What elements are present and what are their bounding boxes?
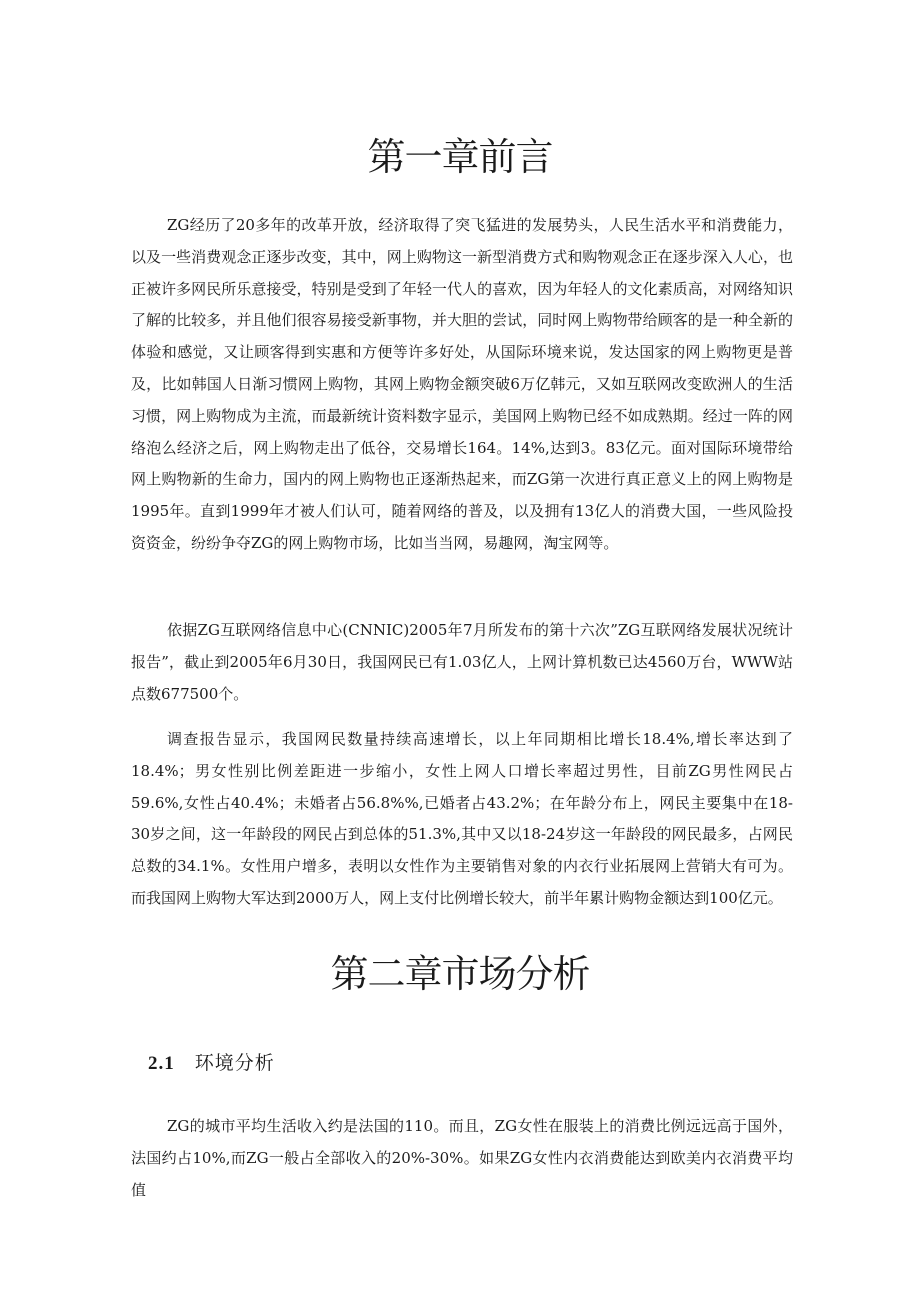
chapter-1-paragraph-1: ZG经历了20多年的改革开放，经济取得了突飞猛进的发展势头，人民生活水平和消费能力，以及一些消费观念正逐步改变，其中，网上购物这一新型消费方式和购物观念正在逐步深入人心，也正被许多网民所乐意接受，特别是受到了年轻一代人的喜欢，因为年轻人的文化素质高，对网络知识了解的比较多，并且他们很容易接受新事物，并大胆的尝试，同时网上购物带给顾客的是一种全新的体验和感觉，又让顾客得到实惠和方便等许多好处，从国际环境来说，发达国家的网上购物更是普及，比如韩国人日渐习惯网上购物，其网上购物金额突破6万亿韩元，又如互联网改变欧洲人的生活习惯，网上购物成为主流，而最新统计资料数字显示，美国网上购物已经不如成熟期。经过一阵的网络泡么经济之后，网上购物走出了低谷，交易增长164。14%,达到3。83亿元。面对国际环境带给网上购物新的生命力，国内的网上购物也正逐渐热起来，而ZG第一次进行真正意义上的网上购物是1995年。直到1999年才被人们认可，随着网络的普及，以及拥有13亿人的消费大国，一些风险投资资金，纷纷争夺ZG的网上购物市场，比如当当网，易趣网，淘宝网等。 xyxy=(131,216,793,552)
chapter-2-title: 第二章市场分析 xyxy=(330,952,590,996)
chapter-1-paragraph-3: 调查报告显示，我国网民数量持续高速增长，以上年同期相比增长18.4%,增长率达到了18.4%；男女性别比例差距进一步缩小，女性上网人口增长率超过男性，目前ZG男性网民占59.6%,女性占40.4%；未婚者占56.8%%,已婚者占43.2%；在年龄分布上，网民主要集中在18-30岁之间，这一年龄段的网民占到总体的51.3%,其中又以18-24岁这一年龄段的网民最多，占网民总数的34.1%。女性用户增多，表明以女性作为主要销售对象的内衣行业拓展网上营销大有可为。而我国网上购物大军达到2000万人，网上支付比例增长较大，前半年累计购物金额达到100亿元。 xyxy=(131,730,793,907)
section-number: 2.1 xyxy=(148,1053,175,1074)
chapter-1-title: 第一章前言 xyxy=(367,135,553,179)
section-title: 环境分析 xyxy=(194,1052,275,1074)
chapter-1-paragraph-2: 依据ZG互联网络信息中心(CNNIC)2005年7月所发布的第十六次”ZG互联网络发展状况统计报告”，截止到2005年6月30日，我国网民已有1.03亿人，上网计算机数已达4560万台，WWW站点数677500个。 xyxy=(131,621,793,703)
section-heading xyxy=(148,1054,275,1073)
chapter-2-paragraph-1: ZG的城市平均生活收入约是法国的110。而且，ZG女性在服装上的消费比例远远高于国外，法国约占10%,而ZG一般占全部收入的20%-30%。如果ZG女性内衣消费能达到欧美内衣消费平均值 xyxy=(131,1117,793,1199)
